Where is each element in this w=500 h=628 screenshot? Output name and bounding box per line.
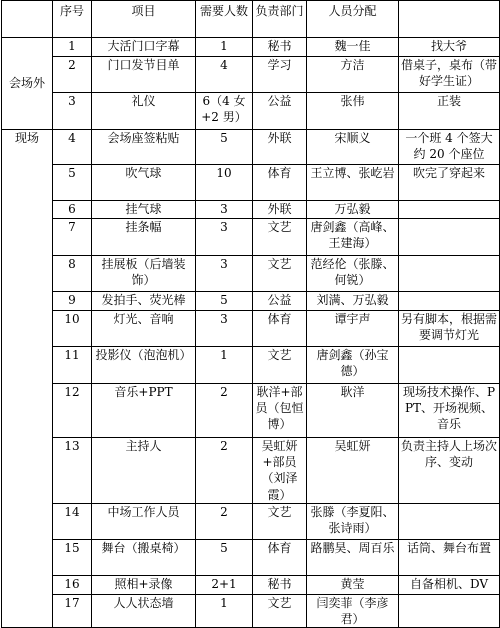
cell-people: 1	[196, 38, 253, 57]
cell-item: 挂展板（后墙装饰）	[92, 256, 196, 292]
cell-note: 找大爷	[399, 38, 500, 57]
cell-note	[399, 503, 500, 539]
cell-people: 3	[196, 201, 253, 219]
area-outside: 会场外	[2, 38, 53, 130]
cell-dept: 吴虹妍+部员（刘泽霞）	[253, 438, 307, 504]
cell-item: 挂气球	[92, 201, 196, 219]
cell-staff: 谭宇声	[307, 311, 399, 347]
cell-staff: 万弘毅	[307, 201, 399, 219]
table-row	[2, 93, 500, 130]
table-row	[2, 219, 500, 256]
cell-item: 人人状态墙	[92, 594, 196, 627]
cell-note: 另有脚本，根据需要调节灯光	[399, 311, 500, 347]
cell-dept: 秘书	[253, 575, 307, 594]
cell-dept: 学习	[253, 57, 307, 93]
cell-staff: 路鹏昊、周百乐	[307, 539, 399, 575]
cell-people: 10	[196, 165, 253, 201]
table-row	[2, 539, 500, 575]
header-staff: 人员分配	[307, 1, 399, 38]
table-row	[2, 201, 500, 219]
cell-staff: 唐剑鑫（高峰、王建海）	[307, 219, 399, 256]
cell-dept: 文艺	[253, 256, 307, 292]
cell-people: 5	[196, 130, 253, 165]
cell-note: 吹完了穿起来	[399, 165, 500, 201]
cell-item: 舞台（搬桌椅）	[92, 539, 196, 575]
cell-staff: 黄莹	[307, 575, 399, 594]
header-dept: 负责部门	[253, 1, 307, 38]
cell-staff: 闫奕菲（李彦君）	[307, 594, 399, 627]
cell-no: 8	[53, 256, 92, 292]
cell-no: 17	[53, 594, 92, 627]
header-item: 项目	[92, 1, 196, 38]
cell-staff: 张伟	[307, 93, 399, 130]
cell-dept: 公益	[253, 292, 307, 311]
cell-staff: 唐剑鑫（孙宝德）	[307, 347, 399, 384]
cell-staff: 吴虹妍	[307, 438, 399, 504]
cell-people: 2	[196, 503, 253, 539]
cell-people: 3	[196, 219, 253, 256]
table-row	[2, 503, 500, 539]
cell-dept: 体育	[253, 539, 307, 575]
cell-staff: 方洁	[307, 57, 399, 93]
cell-note	[399, 594, 500, 627]
cell-note	[399, 292, 500, 311]
cell-item: 主持人	[92, 438, 196, 504]
cell-item: 灯光、音响	[92, 311, 196, 347]
cell-item: 音乐+PPT	[92, 384, 196, 438]
cell-note: 借桌子，桌布（带好学生证）	[399, 57, 500, 93]
cell-item: 吹气球	[92, 165, 196, 201]
table-row	[2, 575, 500, 594]
cell-staff: 王立博、张屹岩	[307, 165, 399, 201]
cell-note: 话筒、舞台布置	[399, 539, 500, 575]
cell-no: 4	[53, 130, 92, 165]
cell-dept: 文艺	[253, 219, 307, 256]
table-row	[2, 594, 500, 627]
cell-dept: 文艺	[253, 347, 307, 384]
cell-people: 3	[196, 256, 253, 292]
table-row	[2, 256, 500, 292]
cell-note	[399, 219, 500, 256]
cell-staff: 耿洋	[307, 384, 399, 438]
cell-staff: 刘满、万弘毅	[307, 292, 399, 311]
cell-people: 2	[196, 384, 253, 438]
cell-no: 10	[53, 311, 92, 347]
cell-staff: 魏一佳	[307, 38, 399, 57]
cell-no: 13	[53, 438, 92, 504]
cell-dept: 耿洋+部员（包恒博）	[253, 384, 307, 438]
area-scene: 现场	[2, 130, 53, 628]
cell-people: 1	[196, 347, 253, 384]
table-row	[2, 292, 500, 311]
cell-item: 会场座签粘贴	[92, 130, 196, 165]
cell-note: 现场技术操作、PPT、开场视频、音乐	[399, 384, 500, 438]
cell-item: 照相+录像	[92, 575, 196, 594]
cell-note	[399, 201, 500, 219]
table-row	[2, 347, 500, 384]
cell-no: 6	[53, 201, 92, 219]
cell-note	[399, 347, 500, 384]
cell-item: 门口发节目单	[92, 57, 196, 93]
cell-no: 15	[53, 539, 92, 575]
cell-item: 发拍手、荧光棒	[92, 292, 196, 311]
cell-dept: 体育	[253, 165, 307, 201]
header-people: 需要人数	[196, 1, 253, 38]
cell-dept: 秘书	[253, 38, 307, 57]
cell-no: 5	[53, 165, 92, 201]
cell-no: 9	[53, 292, 92, 311]
cell-staff: 张滕（李夏阳、张诗雨）	[307, 503, 399, 539]
cell-people: 2+1	[196, 575, 253, 594]
cell-note: 自备相机、DV	[399, 575, 500, 594]
header-area	[2, 1, 53, 38]
header-no: 序号	[53, 1, 92, 38]
cell-people: 5	[196, 539, 253, 575]
cell-note	[399, 256, 500, 292]
cell-staff: 宋顺义	[307, 130, 399, 165]
cell-item: 挂条幅	[92, 219, 196, 256]
cell-no: 2	[53, 57, 92, 93]
cell-item: 投影仪（泡泡机）	[92, 347, 196, 384]
cell-no: 7	[53, 219, 92, 256]
cell-dept: 文艺	[253, 503, 307, 539]
cell-dept: 外联	[253, 201, 307, 219]
table-row	[2, 165, 500, 201]
cell-dept: 体育	[253, 311, 307, 347]
cell-dept: 文艺	[253, 594, 307, 627]
table-row	[2, 38, 500, 57]
table-row	[2, 57, 500, 93]
cell-no: 16	[53, 575, 92, 594]
cell-people: 1	[196, 594, 253, 627]
cell-no: 1	[53, 38, 92, 57]
table-row	[2, 384, 500, 438]
cell-note: 正装	[399, 93, 500, 130]
cell-no: 11	[53, 347, 92, 384]
table-row	[2, 438, 500, 504]
cell-people: 6（4 女+2 男）	[196, 93, 253, 130]
table-row	[2, 130, 500, 165]
cell-dept: 公益	[253, 93, 307, 130]
cell-no: 12	[53, 384, 92, 438]
staff-assignment-table	[1, 0, 500, 628]
header-row	[2, 1, 500, 38]
cell-no: 3	[53, 93, 92, 130]
table-row	[2, 311, 500, 347]
cell-no: 14	[53, 503, 92, 539]
cell-people: 5	[196, 292, 253, 311]
cell-note: 负责主持人上场次序、变动	[399, 438, 500, 504]
cell-people: 4	[196, 57, 253, 93]
cell-note: 一个班 4 个签大约 20 个座位	[399, 130, 500, 165]
cell-item: 礼仪	[92, 93, 196, 130]
cell-item: 中场工作人员	[92, 503, 196, 539]
cell-people: 2	[196, 438, 253, 504]
cell-staff: 范经伦（张滕、何锐）	[307, 256, 399, 292]
cell-people: 3	[196, 311, 253, 347]
cell-dept: 外联	[253, 130, 307, 165]
header-note	[399, 1, 500, 38]
cell-item: 大活门口字幕	[92, 38, 196, 57]
